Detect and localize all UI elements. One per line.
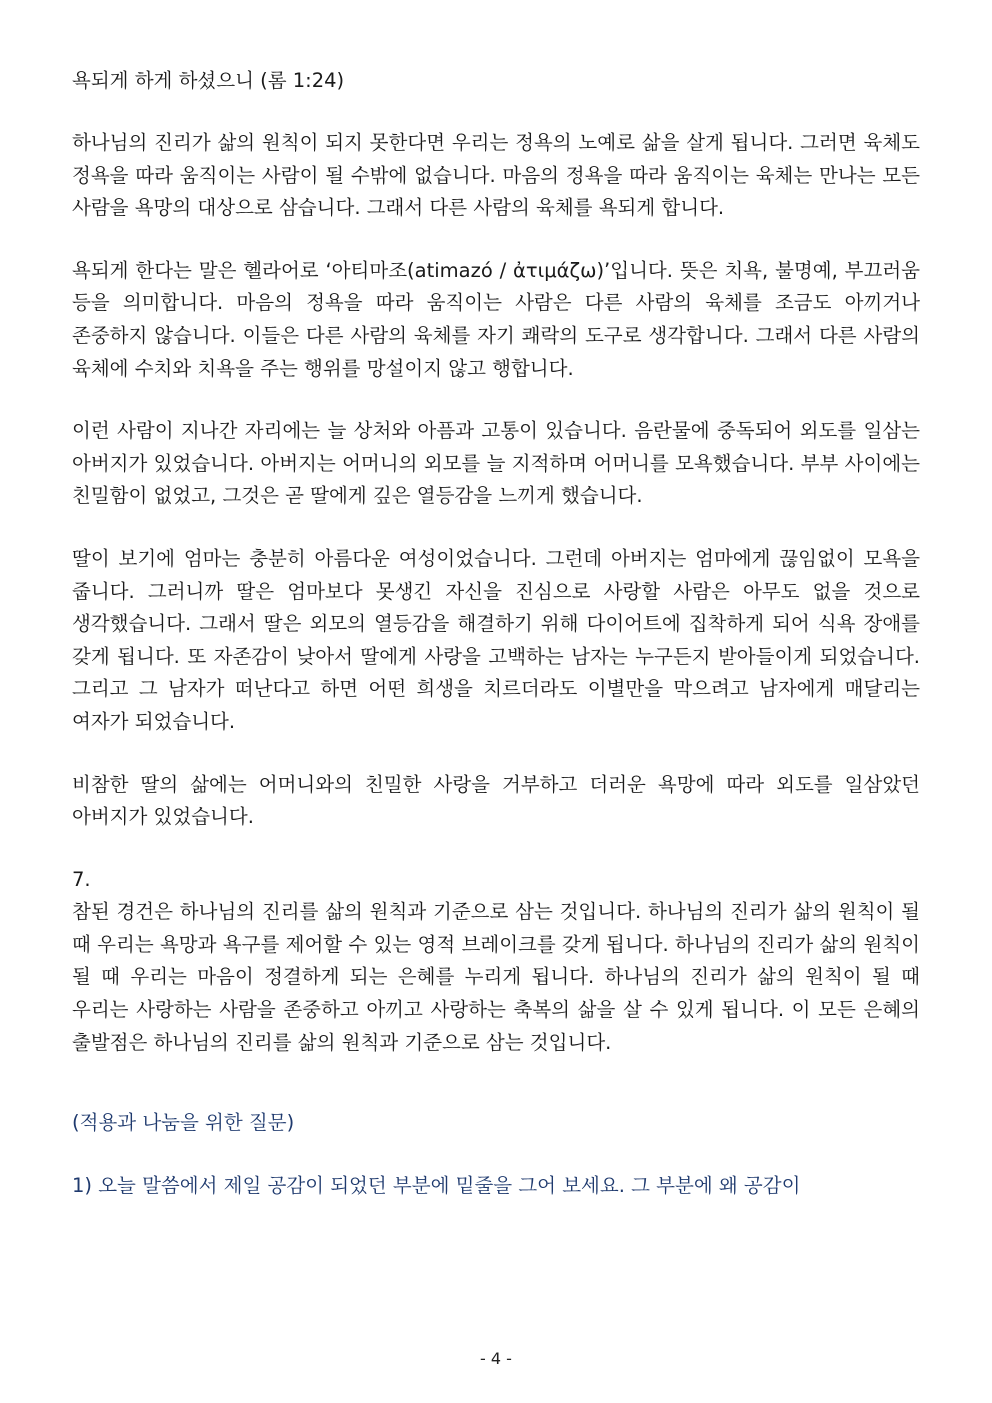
question-item: 1) 오늘 말씀에서 제일 공감이 되었던 부분에 밑줄을 그어 보세요. 그 부분에 왜 공감이 xyxy=(72,1173,801,1197)
paragraph: 욕되게 한다는 말은 헬라어로 ‘아티마조(atimazó / ἀτιμάζω)’입니다. 뜻은 치욕, 불명예, 부끄러움 등을 의미합니다. 마음의 정욕을 따라 움직이는 사람은 다른 사람의 육체를 조금도 아끼거나 존중하지 않습니다. 이들은 다른 사람의 육체를 자기 쾌락의 도구로 생각합니다. 그래서 다른 사람의 육체에 수치와 치욕을 주는 행위를 망설이지 않고 행합니다. xyxy=(72,258,920,380)
paragraph: 딸이 보기에 엄마는 충분히 아름다운 여성이었습니다. 그런데 아버지는 엄마에게 끊임없이 모욕을 줍니다. 그러니까 딸은 엄마보다 못생긴 자신을 진심으로 사랑할 사람은 아무도 없을 것으로 생각했습니다. 그래서 딸은 외모의 열등감을 해결하기 위해 다이어트에 집착하게 되어 식욕 장애를 갖게 됩니다. 또 자존감이 낮아서 딸에게 사랑을 고백하는 남자는 누구든지 받아들이게 되었습니다. 그리고 그 남자가 떠난다고 하면 어떤 희생을 치르더라도 이별만을 막으려고 남자에게 매달리는 여자가 되었습니다. xyxy=(72,546,920,733)
page-number: - 4 - xyxy=(480,1349,512,1368)
questions-title: (적용과 나눔을 위한 질문) xyxy=(72,1111,295,1135)
section-heading: 욕되게 하게 하셨으니 (롬 1:24) xyxy=(72,69,345,92)
paragraph: 이런 사람이 지나간 자리에는 늘 상처와 아픔과 고통이 있습니다. 음란물에 중독되어 외도를 일삼는 아버지가 있었습니다. 아버지는 어머니의 외모를 늘 지적하며 어머니를 모욕했습니다. 부부 사이에는 친밀함이 없었고, 그것은 곧 딸에게 깊은 열등감을 느끼게 했습니다. xyxy=(72,419,920,508)
section-number: 7. xyxy=(72,867,91,891)
document-page xyxy=(72,64,920,1202)
section-paragraph: 참된 경건은 하나님의 진리를 삶의 원칙과 기준으로 삼는 것입니다. 하나님의 진리가 삶의 원칙이 될 때 우리는 욕망과 욕구를 제어할 수 있는 영적 브레이크를 갖게 됩니다. 하나님의 진리가 삶의 원칙이 될 때 우리는 마음이 정결하게 되는 은혜를 누리게 됩니다. 하나님의 진리가 삶의 원칙이 될 때 우리는 사랑하는 사람을 존중하고 아끼고 사랑하는 축복의 삶을 살 수 있게 됩니다. 이 모든 은혜의 출발점은 하나님의 진리를 삶의 원칙과 기준으로 삼는 것입니다. xyxy=(72,900,920,1054)
paragraph: 하나님의 진리가 삶의 원칙이 되지 못한다면 우리는 정욕의 노예로 삶을 살게 됩니다. 그러면 육체도 정욕을 따라 움직이는 사람이 될 수밖에 없습니다. 마음의 정욕을 따라 움직이는 육체는 만나는 모든 사람을 욕망의 대상으로 삼습니다. 그래서 다른 사람의 육체를 욕되게 합니다. xyxy=(72,131,920,220)
paragraph: 비참한 딸의 삶에는 어머니와의 친밀한 사랑을 거부하고 더러운 욕망에 따라 외도를 일삼았던 아버지가 있었습니다. xyxy=(72,772,920,829)
